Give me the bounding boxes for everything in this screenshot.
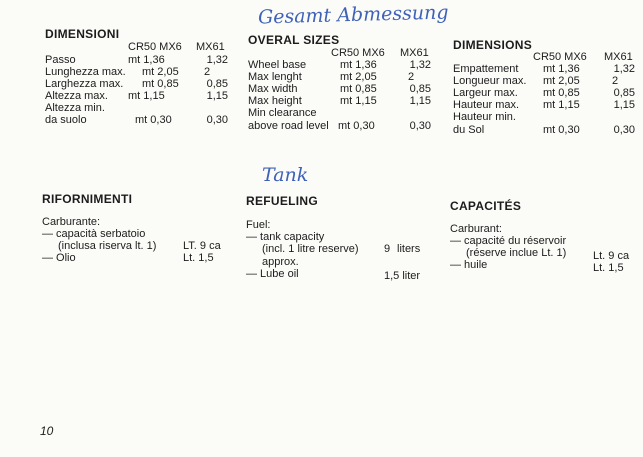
model-header: CR50 MX6 xyxy=(533,51,587,63)
spec-value: mt 1,15 xyxy=(128,90,165,102)
oil-value: 1,5 liter xyxy=(384,270,421,282)
model-header: CR50 MX6 xyxy=(128,41,182,53)
handwritten-note-top: Gesamt Abmessung xyxy=(257,1,449,29)
spec-label: Wheel base xyxy=(248,59,307,71)
oil-label: — huile xyxy=(450,259,488,271)
section-heading: REFUELING xyxy=(246,194,319,208)
spec-value: 0,30 xyxy=(206,114,228,126)
spec-value: mt 1,36 xyxy=(128,54,165,66)
spec-label: above road level xyxy=(248,120,329,132)
section-heading: DIMENSIONI xyxy=(45,27,120,41)
spec-label: Max height xyxy=(248,95,302,107)
spec-value: 0,30 xyxy=(613,124,635,136)
spec-value: 1,15 xyxy=(409,95,431,107)
section-heading: OVERAL SIZES xyxy=(248,33,340,47)
tank-reserve-note: (inclusa riserva lt. 1) xyxy=(58,240,157,252)
tank-approx-note: approx. xyxy=(262,256,299,268)
model-header: MX61 xyxy=(604,51,633,63)
spec-label: Altezza max. xyxy=(45,90,108,102)
oil-value: Lt. 1,5 xyxy=(183,252,214,264)
spec-label: Hauteur min. xyxy=(453,111,516,123)
spec-label: du Sol xyxy=(453,124,485,136)
spec-value: 2 xyxy=(408,71,415,83)
spec-value: 1,15 xyxy=(206,90,228,102)
spec-value: 1,32 xyxy=(206,54,228,66)
spec-label: Longueur max. xyxy=(453,75,527,87)
spec-label: Largeur max. xyxy=(453,87,518,99)
spec-label: Hauteur max. xyxy=(453,99,520,111)
section-heading: DIMENSIONS xyxy=(453,38,533,52)
spec-value: mt 0,30 xyxy=(338,120,375,132)
spec-value: mt 0,85 xyxy=(543,87,580,99)
oil-label: — Olio xyxy=(42,252,76,264)
spec-label: Lunghezza max. xyxy=(45,66,126,78)
tank-reserve-note: (incl. 1 litre reserve) xyxy=(262,243,359,255)
tank-capacity-label: — tank capacity xyxy=(246,231,325,243)
spec-value: mt 1,15 xyxy=(543,99,580,111)
spec-value: 0,30 xyxy=(409,120,431,132)
spec-value: 1,32 xyxy=(409,59,431,71)
fuel-label: Carburante: xyxy=(42,216,101,228)
spec-label: da suolo xyxy=(45,114,87,126)
spec-label: Max lenght xyxy=(248,71,302,83)
tank-capacity-value: Lt. 9 ca xyxy=(593,250,630,262)
handwritten-note-tank: Tank xyxy=(262,164,309,186)
spec-value: mt 0,85 xyxy=(340,83,377,95)
spec-label: Larghezza max. xyxy=(45,78,124,90)
spec-label: Min clearance xyxy=(248,107,317,119)
oil-value: Lt. 1,5 xyxy=(593,262,624,274)
spec-value: 2 xyxy=(204,66,211,78)
spec-value: mt 2,05 xyxy=(543,75,580,87)
spec-value: 1,15 xyxy=(613,99,635,111)
oil-label: — Lube oil xyxy=(246,268,299,280)
tank-capacity-unit: liters xyxy=(397,243,421,255)
model-header: MX61 xyxy=(196,41,225,53)
section-heading: CAPACITÉS xyxy=(450,199,522,213)
tank-capacity-value: 9 xyxy=(384,243,391,255)
fuel-label: Fuel: xyxy=(246,219,271,231)
spec-value: mt 1,36 xyxy=(543,63,580,75)
spec-value: mt 1,15 xyxy=(340,95,377,107)
tank-capacity-label: — capacità serbatoio xyxy=(42,228,146,240)
tank-reserve-note: (réserve inclue Lt. 1) xyxy=(466,247,567,259)
spec-value: mt 0,30 xyxy=(543,124,580,136)
spec-value: mt 2,05 xyxy=(142,66,179,78)
spec-value: 0,85 xyxy=(206,78,228,90)
spec-label: Altezza min. xyxy=(45,102,105,114)
tank-capacity-value: LT. 9 ca xyxy=(183,240,221,252)
spec-value: 2 xyxy=(612,75,619,87)
spec-value: mt 0,85 xyxy=(142,78,179,90)
spec-label: Max width xyxy=(248,83,298,95)
spec-value: mt 0,30 xyxy=(135,114,172,126)
section-heading: RIFORNIMENTI xyxy=(42,192,133,206)
spec-value: 0,85 xyxy=(613,87,635,99)
model-header: CR50 MX6 xyxy=(331,47,385,59)
spec-value: mt 2,05 xyxy=(340,71,377,83)
spec-label: Empattement xyxy=(453,63,519,75)
spec-value: mt 1,36 xyxy=(340,59,377,71)
spec-value: 0,85 xyxy=(409,83,431,95)
spec-value: 1,32 xyxy=(613,63,635,75)
spec-label: Passo xyxy=(45,54,76,66)
fuel-label: Carburant: xyxy=(450,223,502,235)
model-header: MX61 xyxy=(400,47,429,59)
tank-capacity-label: — capacité du réservoir xyxy=(450,235,567,247)
page-number: 10 xyxy=(40,424,54,438)
